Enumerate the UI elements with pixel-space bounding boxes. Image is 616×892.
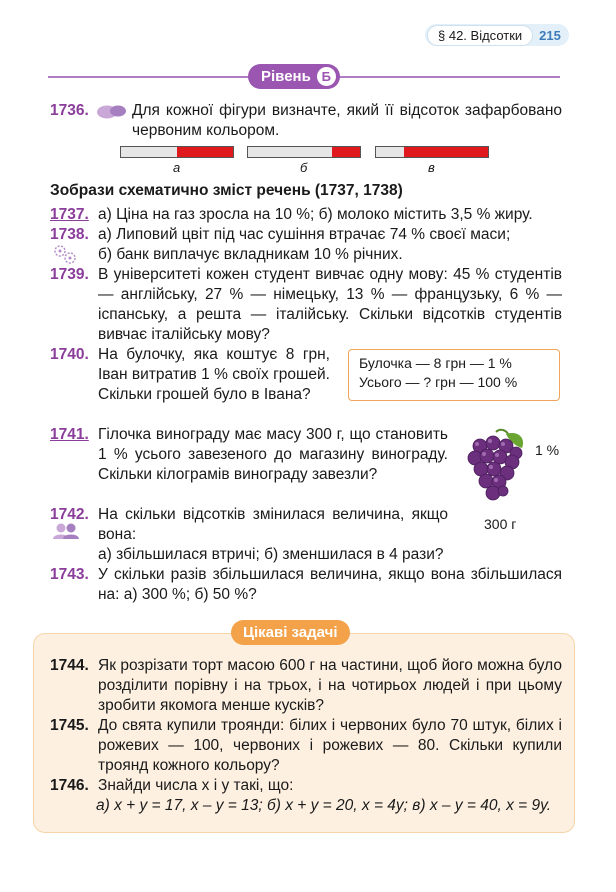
grapes-image bbox=[466, 428, 530, 515]
exercise-number: 1737. bbox=[50, 206, 89, 223]
exercise-number: 1738. bbox=[50, 226, 89, 243]
figure-b-red-part bbox=[332, 147, 360, 157]
exercise-1738 bbox=[50, 225, 562, 265]
page-number: 215 bbox=[539, 27, 561, 43]
exercise-1740 bbox=[50, 345, 330, 405]
exercise-1746-equations bbox=[50, 796, 562, 816]
exercise-number: 1746. bbox=[50, 777, 89, 794]
exercise-text: Як розрізати торт масою 600 г на частини, щоб його можна було розділити порівну і на трьох, і на чотирьох людей і при цьому зробити якомога менше кусків? bbox=[98, 657, 562, 714]
exercise-number: 1741. bbox=[50, 426, 89, 443]
exercise-text: У скільки разів збільшилася величина, якщо вона збільшилася на: а) 300 %; б) 50 %? bbox=[98, 566, 562, 603]
exercise-1744 bbox=[50, 656, 562, 716]
pair-work-icon bbox=[52, 522, 80, 545]
exercise-text: На булочку, яка коштує 8 грн, Іван витратив 1 % своїх грошей. Скільки грошей було в Івана? bbox=[98, 346, 330, 403]
exercise-1743 bbox=[50, 565, 562, 605]
exercise-1742 bbox=[50, 505, 448, 545]
exercise-number: 1740. bbox=[50, 346, 89, 363]
exercise-1746 bbox=[50, 776, 562, 796]
section-header bbox=[425, 24, 569, 46]
exercise-text: На скільки відсотків змінилася величина, якщо вона: bbox=[98, 506, 448, 543]
level-letter: Б bbox=[317, 67, 336, 86]
figure-c-red-part bbox=[404, 147, 488, 157]
hint-box bbox=[348, 349, 560, 401]
level-badge bbox=[248, 64, 340, 89]
exercise-text-line1: Знайди числа x і y такі, що: bbox=[98, 777, 294, 794]
exercise-number: 1743. bbox=[50, 566, 89, 583]
hint-line-1: Булочка — 8 грн — 1 % bbox=[359, 355, 512, 371]
figure-a-label: а bbox=[173, 160, 181, 175]
exercise-text: В університеті кожен студент вивчає одну мову: 45 % студентів — англійську, 27 % — німецьку, 13 % — французьку, 6 % — іспанську, а решта — італійську. Скільки відсотків студентів вивчає італійську мову? bbox=[98, 266, 562, 343]
exercise-1742-options bbox=[50, 545, 562, 565]
section-heading: Зобрази схематично зміст речень (1737, 1738) bbox=[50, 182, 403, 199]
exercise-1739 bbox=[50, 265, 562, 345]
exercise-text: а) Ціна на газ зросла на 10 %; б) молоко містить 3,5 % жиру. bbox=[98, 206, 533, 223]
exercise-text-line2: а) збільшилася втричі; б) зменшилася в 4 рази? bbox=[98, 546, 444, 563]
section-title: § 42. Відсотки bbox=[427, 25, 533, 46]
grapes-mass-label: 300 г bbox=[484, 516, 517, 532]
figure-a bbox=[120, 146, 234, 158]
exercise-1745 bbox=[50, 716, 562, 776]
exercise-number: 1745. bbox=[50, 717, 89, 734]
figure-b-label: б bbox=[300, 160, 308, 175]
figure-b bbox=[247, 146, 361, 158]
exercise-text: Для кожної фігури визначте, який її відсоток зафарбовано червоним кольором. bbox=[132, 102, 562, 139]
exercise-text: До свята купили троянди: білих і червоних було 70 штук, білих і рожевих — 100, червоних і рожевих — 80. Скільки купили троянд кожного кольору? bbox=[98, 717, 562, 774]
exercise-text-line2: а) x + y = 17, x – y = 13; б) x + y = 20, x = 4y; в) x – y = 40, x = 9y. bbox=[96, 797, 552, 814]
figure-c bbox=[375, 146, 489, 158]
exercise-text-line2: б) банк виплачує вкладникам 10 % річних. bbox=[98, 246, 403, 263]
exercise-number: 1742. bbox=[50, 506, 89, 523]
exercise-text: Гілочка винограду має масу 300 г, що становить 1 % усього завезеного до магазину винограду. Скільки кілограмів винограду завезли? bbox=[98, 426, 448, 483]
exercise-number: 1744. bbox=[50, 657, 89, 674]
speech-bubbles-icon bbox=[97, 104, 127, 125]
exercise-number: 1739. bbox=[50, 266, 89, 283]
exercise-1737 bbox=[50, 205, 562, 225]
figure-c-label: в bbox=[428, 160, 435, 175]
figure-a-red-part bbox=[177, 147, 233, 157]
level-label: Рівень bbox=[261, 68, 311, 85]
exercise-1741 bbox=[50, 425, 448, 485]
interesting-tasks-badge: Цікаві задачі bbox=[231, 620, 350, 645]
hint-line-2: Усього — ? грн — 100 % bbox=[359, 374, 518, 390]
grapes-percent-label: 1 % bbox=[535, 442, 560, 458]
exercise-text-line1: а) Липовий цвіт під час сушіння втрачає 74 % своєї маси; bbox=[98, 226, 511, 243]
exercise-number: 1736. bbox=[50, 102, 89, 119]
